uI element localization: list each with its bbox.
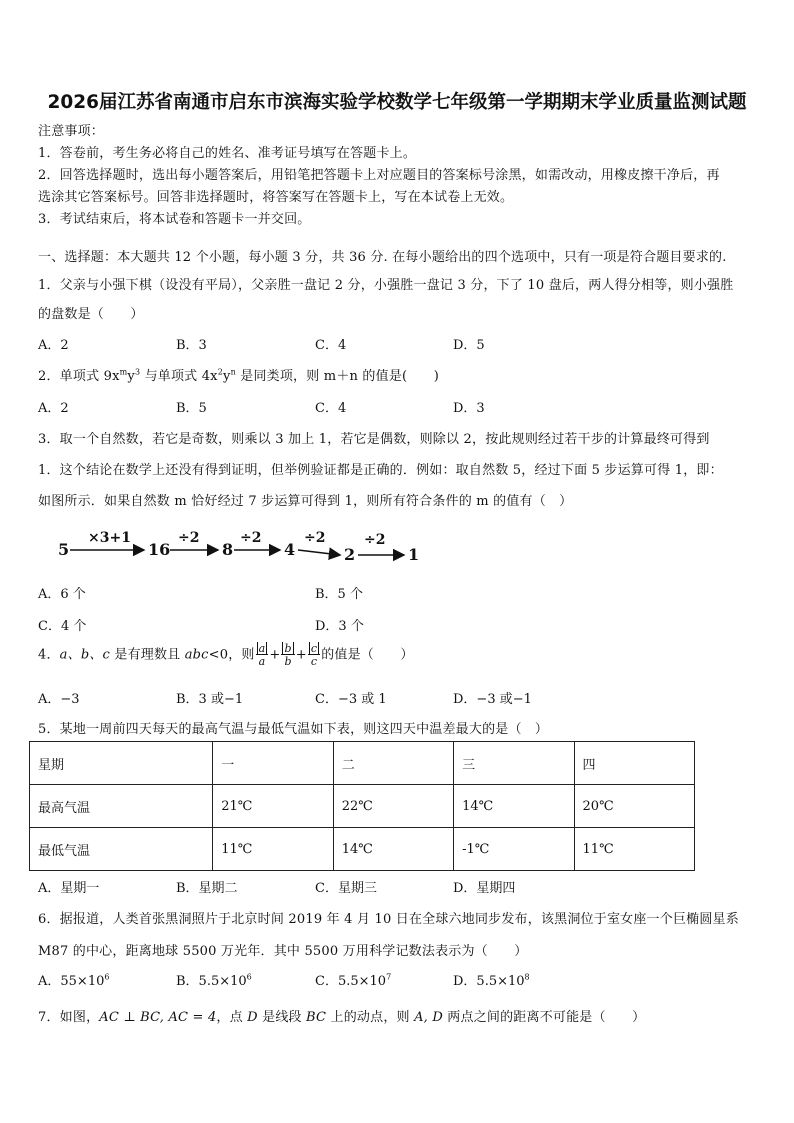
- table-cell: 11℃: [213, 828, 333, 871]
- table-cell: 21℃: [213, 785, 333, 828]
- table-cell: 星期: [30, 742, 213, 785]
- diagram-op: ÷2: [178, 530, 200, 546]
- notice-item: 1．答卷前，考生务必将自己的姓名、准考证号填写在答题卡上。: [38, 146, 417, 161]
- q1-stem: 1．父亲与小强下棋（设没有平局），父亲胜一盘记 2 分，小强胜一盘记 3 分，下了 10 盘后，两人得分相等，则小强胜: [38, 278, 734, 293]
- notice-header: 注意事项：: [38, 124, 105, 139]
- table-row: [30, 785, 695, 828]
- diagram-number: 5: [58, 540, 70, 559]
- q1-option-b: B．3: [176, 338, 207, 353]
- q5-option-d: D．星期四: [453, 881, 516, 896]
- diagram-number: 4: [284, 540, 296, 559]
- diagram-arrow: [298, 550, 340, 555]
- collatz-diagram: [58, 520, 438, 570]
- table-cell: 三: [454, 742, 574, 785]
- diagram-number: 1: [408, 545, 420, 564]
- diagram-number: 8: [222, 540, 234, 559]
- q5-option-a: A．星期一: [38, 881, 100, 896]
- table-cell: 11℃: [574, 828, 694, 871]
- diagram-op: ÷2: [240, 530, 262, 546]
- table-cell: 14℃: [333, 828, 453, 871]
- table-cell: -1℃: [454, 828, 574, 871]
- q5-stem: 5．某地一周前四天每天的最高气温与最低气温如下表，则这四天中温差最大的是（ ）: [38, 722, 549, 737]
- q6-option-b: B．$5.5\times 10^6$: [176, 972, 252, 989]
- table-cell: 二: [333, 742, 453, 785]
- diagram-op: ÷2: [304, 530, 326, 546]
- diagram-op: ×3+1: [88, 530, 131, 546]
- table-row: [30, 828, 695, 871]
- q4-option-a: A．−3: [38, 692, 80, 707]
- table-cell: 14℃: [454, 785, 574, 828]
- q3-stem: 3．取一个自然数，若它是奇数，则乘以 3 加上 1，若它是偶数，则除以 2，按此规则经过若干步的计算最终可得到: [38, 432, 710, 447]
- q3-stem-cont: 如图所示．如果自然数 m 恰好经过 7 步运算可得到 1，则所有符合条件的 m 的值有（ ）: [38, 494, 573, 509]
- q4-stem: 4．a、b、c 是有理数且 abc<0，则 $\frac{a}{a}$ + $\frac{b}{b}$ + $\frac{c}{c}$ 的值是（ ）: [38, 642, 414, 668]
- q2-option-c: C．4: [315, 401, 347, 416]
- notice-item: 3．考试结束后，将本试卷和答题卡一并交回。: [38, 212, 311, 227]
- q5-option-b: B．星期二: [176, 881, 238, 896]
- table-cell: 一: [213, 742, 333, 785]
- q6-stem: 6．据报道，人类首张黑洞照片于北京时间 2019 年 4 月 10 日在全球六地同步发布，该黑洞位于室女座一个巨椭圆星系: [38, 912, 739, 927]
- temperature-table: [29, 741, 695, 871]
- table-cell: 四: [574, 742, 694, 785]
- table-row: [30, 742, 695, 785]
- q1-stem-cont: 的盘数是（ ）: [38, 307, 144, 322]
- q6-option-a: A．$55\times 10^6$: [38, 972, 110, 989]
- q3-option-b: B．5 个: [315, 587, 363, 602]
- q1-option-a: A．2: [38, 338, 69, 353]
- q3-option-a: A．6 个: [38, 587, 86, 602]
- table-cell: 最低气温: [30, 828, 213, 871]
- q5-option-c: C．星期三: [315, 881, 377, 896]
- page-title: 2026届江苏省南通市启东市滨海实验学校数学七年级第一学期期末学业质量监测试题: [47, 92, 747, 113]
- q6-option-d: D．$5.5\times 10^8$: [453, 972, 530, 989]
- section-heading: 一、选择题：本大题共 12 个小题，每小题 3 分，共 36 分. 在每小题给出的四个选项中，只有一项是符合题目要求的.: [38, 250, 727, 265]
- q4-option-b: B．3 或−1: [176, 692, 244, 707]
- q1-option-d: D．5: [453, 338, 485, 353]
- notice-item: 2．回答选择题时，选出每小题答案后，用铅笔把答题卡上对应题目的答案标号涂黑，如需改动，用橡皮擦干净后，再: [38, 168, 720, 183]
- q4-option-c: C．−3 或 1: [315, 692, 387, 707]
- q1-option-c: C．4: [315, 338, 347, 353]
- q4-option-d: D．−3 或−1: [453, 692, 532, 707]
- q2-option-a: A．2: [38, 401, 69, 416]
- q6-option-c: C．$5.5\times 10^7$: [315, 972, 392, 989]
- q3-option-c: C．4 个: [38, 619, 87, 634]
- diagram-number: 2: [344, 545, 356, 564]
- table-cell: 20℃: [574, 785, 694, 828]
- q6-stem-cont: M87 的中心，距离地球 5500 万光年．其中 5500 万用科学记数法表示为（ ）: [38, 944, 528, 959]
- table-cell: 最高气温: [30, 785, 213, 828]
- q2-stem: 2．单项式 $9x^my^3$ 与单项式 $4x^2y^n$ 是同类项，则 m＋n 的值是( ): [38, 367, 439, 384]
- diagram-number: 16: [148, 540, 171, 559]
- q2-option-b: B．5: [176, 401, 207, 416]
- q3-stem-cont: 1．这个结论在数学上还没有得到证明，但举例验证都是正确的．例如：取自然数 5，经过下面 5 步运算可得 1，即：: [38, 463, 723, 478]
- diagram-op: ÷2: [364, 532, 386, 548]
- notice-item: 选涂其它答案标号。回答非选择题时，将答案写在答题卡上，写在本试卷上无效。: [38, 190, 514, 205]
- table-cell: 22℃: [333, 785, 453, 828]
- q3-option-d: D．3 个: [315, 619, 364, 634]
- q7-stem: 7．如图，AC ⊥ BC, AC = 4，点 D 是线段 BC 上的动点，则 A, D 两点之间的距离不可能是（ ）: [38, 1010, 646, 1025]
- q2-option-d: D．3: [453, 401, 485, 416]
